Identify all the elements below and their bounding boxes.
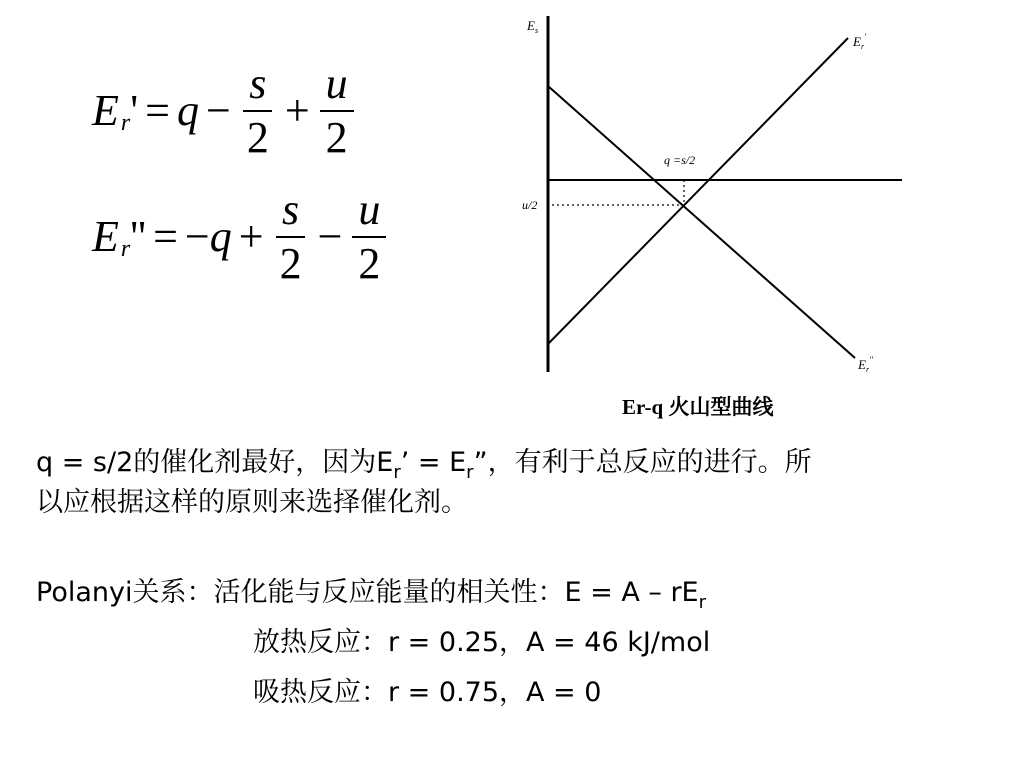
eq2-prime: ''	[130, 212, 147, 261]
eq1-equals: =	[145, 86, 170, 135]
eq1-q: q	[177, 86, 199, 135]
eq1-numerator-u: u	[320, 62, 354, 112]
eq2-subscript: r	[120, 236, 131, 262]
eq2-E: E	[92, 212, 119, 261]
falling-line-label: $E_r''$	[858, 355, 873, 374]
p1-text-c: ”，有利于总反应的进行。所	[473, 447, 812, 478]
p3-subscript: r	[698, 592, 707, 613]
paragraph-polanyi-relation	[36, 573, 706, 614]
eq1-denominator-2b: 2	[325, 113, 348, 162]
eq1-minus: −	[206, 86, 231, 135]
eq2-plus: +	[238, 212, 264, 261]
paragraph-endothermic: 吸热反应：r = 0.75，A = 0	[253, 677, 602, 708]
eq1-E: E	[92, 86, 119, 135]
u-half-label: u/2	[522, 198, 538, 212]
rising-line-label: $E_r'$	[853, 32, 867, 51]
p3-text-a: Polanyi关系：活化能与反应能量的相关性：E = A – rE	[36, 577, 699, 608]
p1-text-b: ’ = E	[400, 447, 467, 478]
paragraph-exothermic: 放热反应：r = 0.25，A = 46 kJ/mol	[253, 627, 711, 658]
paragraph-selection-principle: 以应根据这样的原则来选择催化剂。	[36, 487, 468, 518]
graph-caption: Er-q 火山型曲线	[622, 395, 774, 419]
eq2-denominator-2b: 2	[358, 239, 381, 288]
eq2-denominator-2a: 2	[279, 239, 302, 288]
p1-subscript-2: r	[466, 462, 474, 483]
eq2-negative: −	[184, 212, 210, 261]
eq1-subscript: r	[120, 110, 131, 136]
falling-line	[548, 86, 855, 358]
eq2-equals: =	[153, 212, 178, 261]
eq1-plus: +	[284, 86, 310, 135]
eq1-numerator-s: s	[243, 62, 272, 112]
eq2-minus: −	[317, 212, 343, 261]
eq1-denominator-2a: 2	[246, 113, 269, 162]
eq2-q: q	[209, 212, 232, 261]
intersection-label: q =s/2	[664, 153, 696, 167]
rising-line	[548, 38, 848, 344]
eq2-numerator-u: u	[352, 188, 386, 238]
p1-subscript-1: r	[393, 462, 401, 483]
y-axis-label: $E_s$	[527, 18, 539, 35]
eq1-prime: '	[130, 86, 139, 135]
paragraph-best-catalyst	[36, 443, 812, 484]
p1-text-a: q = s/2的催化剂最好，因为E	[36, 447, 394, 478]
eq2-numerator-s: s	[276, 188, 305, 238]
